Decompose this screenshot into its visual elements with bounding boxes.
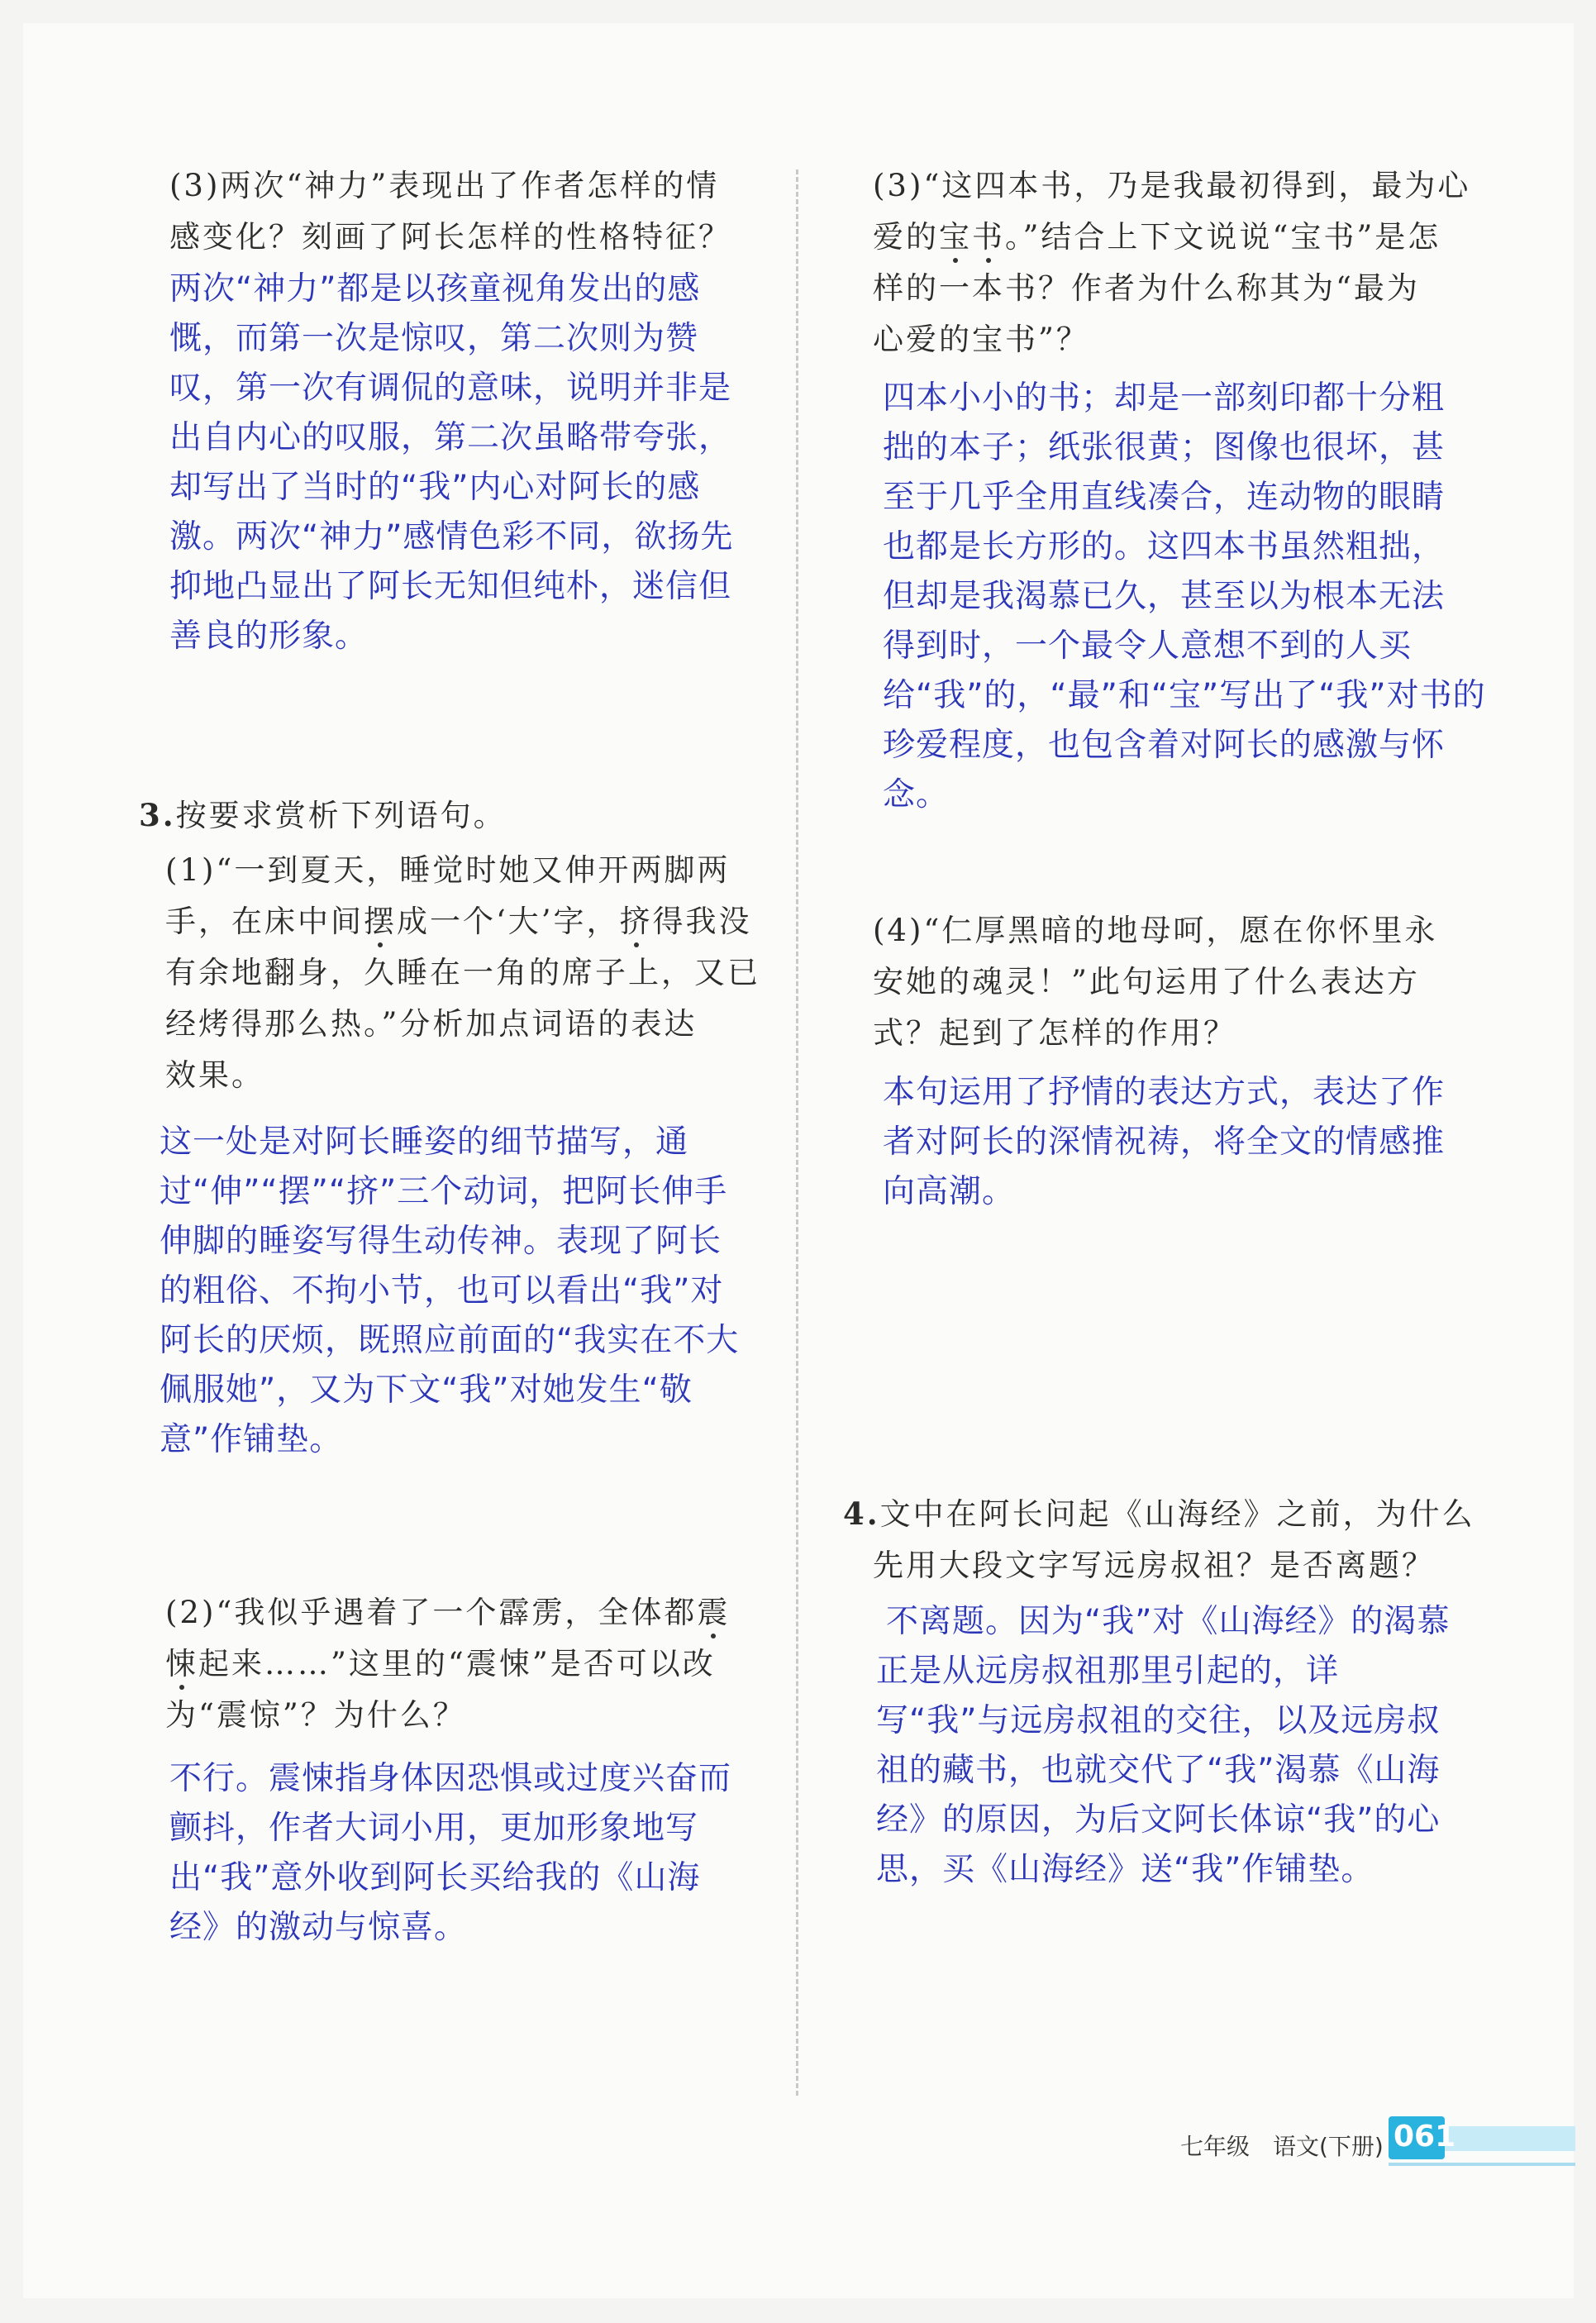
text-seg: 得我没 bbox=[652, 904, 752, 939]
subject-label: 语文(下册) bbox=[1273, 2133, 1384, 2160]
answer-line: 得到时，一个最令人意想不到的人买 bbox=[883, 627, 1413, 665]
answer-line: 意”作铺垫。 bbox=[160, 1421, 343, 1458]
text-seg: 文中在阿长问起《山海经》之前，为什么 bbox=[879, 1496, 1475, 1532]
right-question-4 bbox=[873, 905, 1526, 1059]
answer-question-4 bbox=[876, 1597, 1537, 1895]
column-divider bbox=[796, 169, 798, 2096]
text-seg: 手，在床中间 bbox=[165, 904, 364, 939]
answer-line: 颤抖，作者大词小用，更加形象地写 bbox=[169, 1810, 699, 1847]
text-line: 样的一本书？作者为什么称其为“最为 bbox=[873, 270, 1420, 306]
answer-line: 正是从远房叔祖那里引起的，详 bbox=[876, 1653, 1340, 1690]
answer-line: 四本小小的书；却是一部刻印都十分粗 bbox=[883, 379, 1446, 417]
answer-line: 过“伸”“摆”“挤”三个动词，把阿长伸手 bbox=[160, 1173, 728, 1210]
text-line: 经烤得那么热。”分析加点词语的表达 bbox=[165, 1006, 698, 1042]
answer-line: 念。 bbox=[883, 776, 950, 813]
dotted-word: 摆 bbox=[364, 904, 397, 939]
answer-line: 祖的藏书，也就交代了“我”渴慕《山海 bbox=[876, 1752, 1441, 1789]
answer-line: 两次“神力”都是以孩童视角发出的感 bbox=[169, 270, 701, 308]
text-seg: 爱的 bbox=[873, 219, 939, 255]
answer-line: 叹，第一次有调侃的意味，说明并非是 bbox=[169, 370, 732, 407]
answer-line: 伸脚的睡姿写得生动传神。表现了阿长 bbox=[160, 1223, 722, 1260]
text-line bbox=[165, 1587, 769, 1639]
answer-line: 的粗俗、不拘小节，也可以看出“我”对 bbox=[160, 1272, 724, 1309]
answer-line: 给“我”的，“最”和“宝”写出了“我”对书的 bbox=[883, 677, 1486, 714]
text-line bbox=[843, 1488, 1529, 1540]
answer-line: 激。两次“神力”感情色彩不同，欲扬先 bbox=[169, 518, 734, 556]
text-seg: 成一个‘大’字， bbox=[397, 904, 620, 939]
sub-question-1 bbox=[165, 845, 769, 1101]
left-answer-3 bbox=[169, 265, 773, 661]
text-line: 效果。 bbox=[165, 1057, 264, 1093]
answer-line: 慨，而第一次是惊叹，第二次则为赞 bbox=[169, 320, 699, 357]
text-line: 心爱的宝书”？ bbox=[873, 322, 1089, 357]
sub-question-2 bbox=[165, 1587, 769, 1741]
text-line: (1)“一到夏天，睡觉时她又伸开两脚两 bbox=[165, 852, 731, 888]
text-line bbox=[165, 1639, 769, 1690]
answer-line: 向高潮。 bbox=[883, 1173, 1016, 1210]
footer-rule bbox=[1389, 2163, 1575, 2166]
dotted-word: 书 bbox=[972, 219, 1005, 255]
answer-sub-1 bbox=[160, 1118, 771, 1465]
text-line: 有余地翻身，久睡在一角的席子上，又已 bbox=[165, 955, 760, 990]
answer-line: 抑地凸显出了阿长无知但纯朴，迷信但 bbox=[169, 568, 732, 605]
answer-line: 写“我”与远房叔祖的交往，以及远房叔 bbox=[876, 1702, 1441, 1739]
answer-line: 珍爱程度，也包含着对阿长的感激与怀 bbox=[883, 727, 1446, 764]
dotted-word: 震 bbox=[697, 1595, 731, 1630]
text-line: 式？起到了怎样的作用？ bbox=[873, 1015, 1236, 1051]
answer-line: 也都是长方形的。这四本书虽然粗拙， bbox=[883, 528, 1446, 565]
dotted-word: 悚 bbox=[165, 1646, 198, 1681]
page-number: 061 bbox=[1394, 2120, 1456, 2154]
text-line: 先用大段文字写远房叔祖？是否离题？ bbox=[873, 1548, 1435, 1583]
text-line: 为“震惊”？为什么？ bbox=[165, 1697, 466, 1733]
text-seg: 。”结合上下文说说“宝书”是怎 bbox=[1005, 219, 1441, 255]
answer-line: 却写出了当时的“我”内心对阿长的感 bbox=[169, 469, 701, 506]
right-question-3 bbox=[873, 160, 1526, 365]
right-answer-3 bbox=[883, 374, 1552, 820]
answer-line: 不离题。因为“我”对《山海经》的渴慕 bbox=[886, 1603, 1451, 1640]
answer-line: 至于几乎全用直线凑合，连动物的眼睛 bbox=[883, 479, 1446, 516]
answer-line: 本句运用了抒情的表达方式，表达了作 bbox=[883, 1074, 1446, 1111]
answer-line: 出自内心的叹服，第二次虽略带夸张， bbox=[169, 419, 732, 456]
text-line: (3)两次“神力”表现出了作者怎样的情 bbox=[169, 168, 720, 203]
dotted-word: 宝 bbox=[939, 219, 972, 255]
answer-line: 善良的形象。 bbox=[169, 618, 369, 655]
question-number: 3. bbox=[139, 797, 176, 833]
right-answer-4 bbox=[883, 1068, 1544, 1217]
text-line: (3)“这四本书，乃是我最初得到，最为心 bbox=[873, 168, 1471, 203]
answer-line: 不行。震悚指身体因恐惧或过度兴奋而 bbox=[169, 1760, 732, 1797]
answer-line: 经》的原因，为后文阿长体谅“我”的心 bbox=[876, 1801, 1441, 1839]
answer-line: 经》的激动与惊喜。 bbox=[169, 1909, 468, 1946]
grade-label: 七年级 bbox=[1180, 2133, 1251, 2160]
answer-sub-2 bbox=[169, 1754, 773, 1953]
left-question-3 bbox=[169, 160, 765, 263]
text-line bbox=[165, 896, 769, 947]
answer-line: 阿长的厌烦，既照应前面的“我实在不大 bbox=[160, 1322, 740, 1359]
question-number: 4. bbox=[843, 1495, 880, 1532]
text-line: (4)“仁厚黑暗的地母呵，愿在你怀里永 bbox=[873, 913, 1438, 948]
answer-line: 出“我”意外收到阿长买给我的《山海 bbox=[169, 1859, 701, 1896]
footer-band bbox=[1445, 2126, 1575, 2151]
answer-line: 者对阿长的深情祝祷，将全文的情感推 bbox=[883, 1123, 1446, 1161]
answer-line: 但却是我渴慕已久，甚至以为根本无法 bbox=[883, 578, 1446, 615]
dotted-word: 挤 bbox=[619, 904, 653, 939]
answer-line: 拙的本子；纸张很黄；图像也很坏，甚 bbox=[883, 429, 1446, 466]
question-3-heading bbox=[139, 789, 767, 842]
text-seg: 起来……”这里的“震悚”是否可以改 bbox=[198, 1646, 716, 1681]
answer-line: 这一处是对阿长睡姿的细节描写，通 bbox=[160, 1123, 689, 1161]
answer-line: 佩服她”，又为下文“我”对她发生“敬 bbox=[160, 1371, 693, 1409]
question-4 bbox=[843, 1488, 1529, 1591]
text-seg: (2)“我似乎遇着了一个霹雳，全体都 bbox=[165, 1595, 698, 1630]
question-text: 按要求赏析下列语句。 bbox=[175, 798, 507, 833]
text-line: 感变化？刻画了阿长怎样的性格特征？ bbox=[169, 219, 731, 255]
answer-line: 思，买《山海经》送“我”作铺垫。 bbox=[876, 1851, 1374, 1888]
text-line: 安她的魂灵！”此句运用了什么表达方 bbox=[873, 964, 1420, 999]
text-line bbox=[873, 212, 1526, 263]
